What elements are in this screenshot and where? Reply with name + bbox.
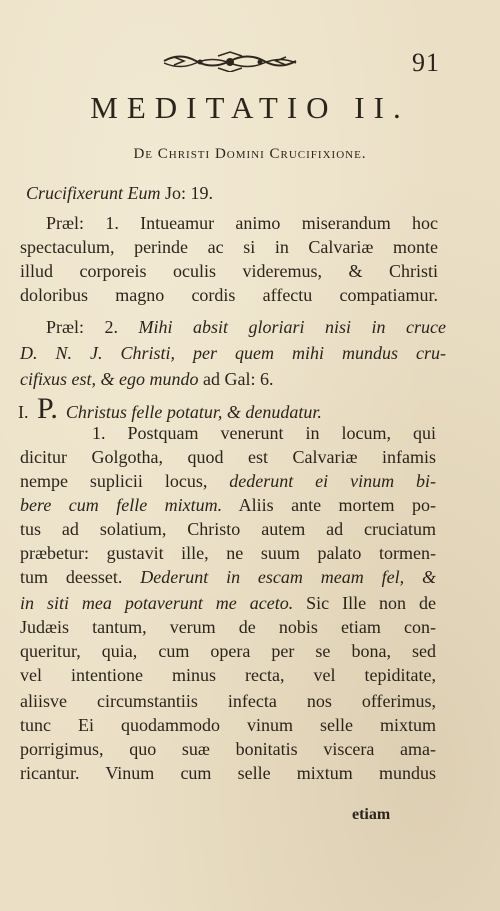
text-segment: spectaculum, perinde ac si in Calvariæ monte bbox=[20, 237, 438, 257]
page-title: MEDITATIO II. bbox=[90, 90, 410, 125]
text-segment: doloribus magno cordis affectu compatiamur. bbox=[20, 285, 438, 305]
text-segment: Præl: 1. Intueamur animo miserandum hoc bbox=[46, 213, 438, 233]
text-segment: illud corporeis oculis videremus, & Christi bbox=[20, 261, 438, 281]
text-segment: queritur, quia, cum opera per se bona, sed bbox=[20, 641, 436, 661]
text-line bbox=[20, 470, 436, 492]
text-line bbox=[20, 260, 438, 282]
drop-letter: P. bbox=[37, 392, 58, 425]
text-line bbox=[20, 494, 436, 516]
text-segment: dicitur Golgotha, quod est Calvariæ infamis bbox=[20, 447, 436, 467]
text-segment: tunc Ei quodammodo vinum selle mixtum bbox=[20, 715, 436, 735]
text-segment: D. N. J. Christi, per quem mihi mundus cru- bbox=[20, 343, 446, 363]
text-line bbox=[20, 738, 436, 760]
text-line bbox=[20, 566, 436, 588]
text-segment: Sic Ille non de bbox=[293, 593, 436, 613]
text-segment: tum deesset. bbox=[20, 567, 141, 587]
page-number: 91 bbox=[412, 48, 440, 77]
text-line bbox=[18, 392, 430, 425]
page-subtitle: De Christi Domini Crucifixione. bbox=[133, 146, 367, 162]
text-segment: porrigimus, quo suæ bonitatis viscera ama- bbox=[20, 739, 436, 759]
text-segment: Dederunt in escam meam fel, & bbox=[140, 567, 436, 587]
text-line bbox=[20, 714, 436, 736]
text-segment: Jo: 19. bbox=[160, 183, 213, 203]
text-segment: ad Gal: 6. bbox=[198, 369, 274, 389]
catchword: etiam bbox=[352, 806, 391, 823]
text-segment: Judæis tantum, verum de nobis etiam con- bbox=[20, 617, 436, 637]
text-line bbox=[20, 640, 436, 662]
text-segment: Mihi absit gloriari nisi in cruce bbox=[138, 317, 447, 337]
text-line bbox=[26, 182, 290, 204]
text-line bbox=[20, 518, 436, 540]
text-segment: tus ad solatium, Christo autem ad cruciatum bbox=[20, 519, 436, 539]
text-line bbox=[20, 284, 438, 306]
text-line bbox=[20, 762, 436, 784]
text-segment: Præl: 2. bbox=[46, 317, 139, 337]
text-segment: 1. Postquam venerunt in locum, qui bbox=[92, 423, 436, 443]
text-segment: dederunt ei vinum bi- bbox=[229, 471, 436, 491]
text-line bbox=[20, 342, 446, 364]
text-line bbox=[20, 664, 436, 686]
text-segment: bere cum felle mixtum. bbox=[20, 495, 223, 515]
text-line bbox=[20, 236, 438, 258]
text-line bbox=[20, 592, 436, 614]
text-line bbox=[20, 446, 436, 468]
text-segment: I. bbox=[18, 402, 33, 422]
text-segment: nempe suplicii locus, bbox=[20, 471, 230, 491]
text-segment: cifixus est, & ego mundo bbox=[20, 369, 199, 389]
text-segment: Crucifixerunt Eum bbox=[26, 183, 161, 203]
text-segment: præbetur: gustavit ille, ne suum palato tormen- bbox=[20, 543, 436, 563]
text-line bbox=[46, 212, 438, 234]
header-ornament bbox=[160, 50, 300, 72]
text-line bbox=[20, 616, 436, 638]
text-segment: ricantur. Vinum cum selle mixtum mundus bbox=[20, 763, 436, 783]
text-line bbox=[20, 690, 436, 712]
text-line bbox=[20, 542, 436, 564]
text-segment: vel intentione minus recta, vel tepiditate, bbox=[20, 665, 436, 685]
text-line bbox=[92, 422, 436, 444]
text-segment: Christus felle potatur, & denudatur. bbox=[65, 402, 322, 422]
text-line bbox=[20, 368, 380, 390]
text-segment: Aliis ante mortem po- bbox=[222, 495, 436, 515]
text-segment: aliisve circumstantiis infecta nos offerimus, bbox=[20, 691, 436, 711]
text-segment: in siti mea potaverunt me aceto. bbox=[20, 593, 294, 613]
text-line bbox=[46, 316, 446, 338]
